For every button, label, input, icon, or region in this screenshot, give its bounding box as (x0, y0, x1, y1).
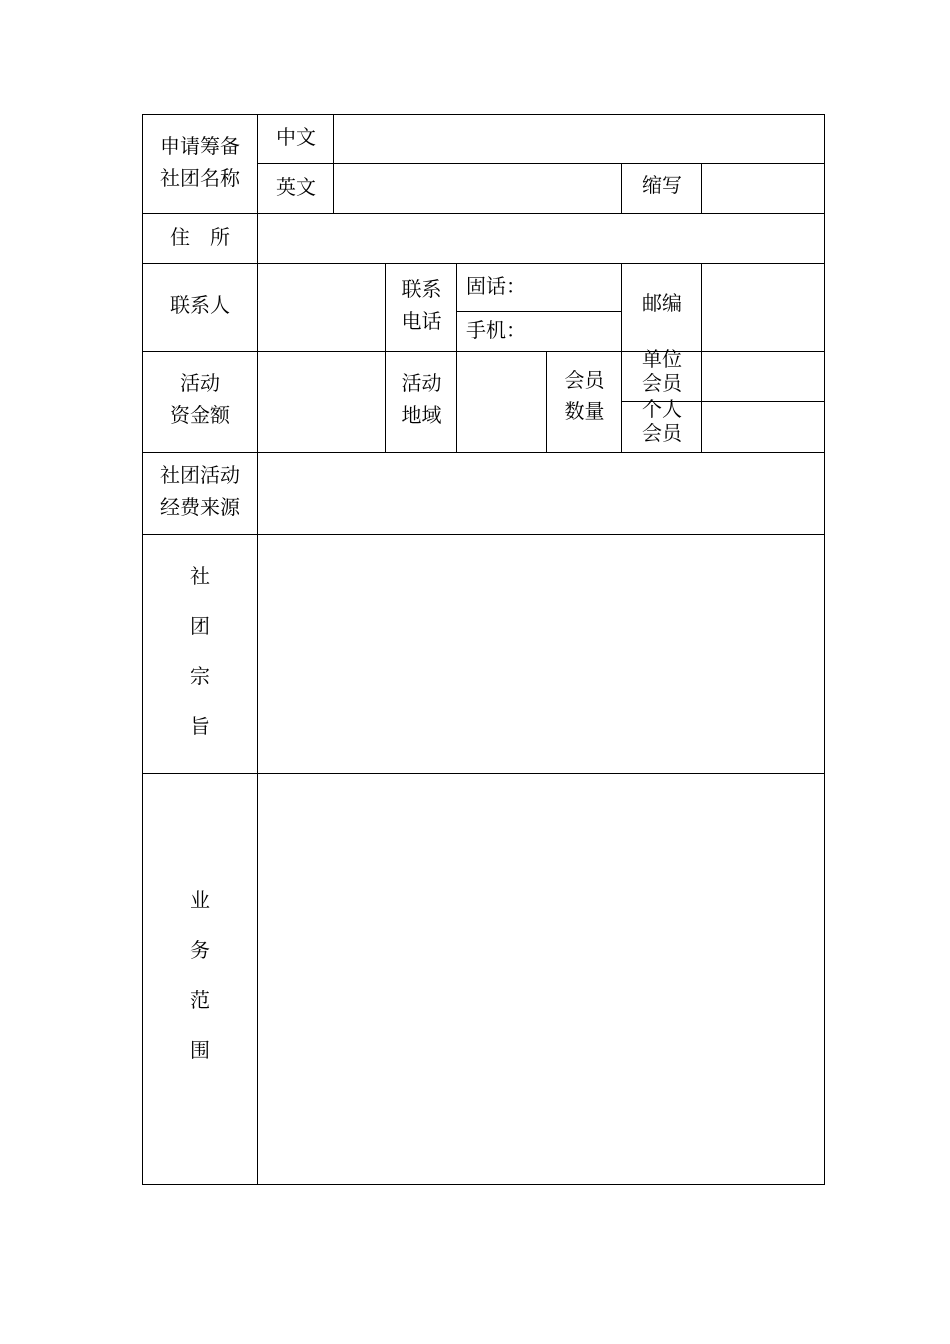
region-field[interactable] (457, 352, 546, 452)
chinese-name-field[interactable] (334, 115, 824, 163)
unit-member-label-line2: 会员 (642, 371, 682, 395)
scope-label-char-4: 围 (190, 1038, 210, 1062)
club-name-label-line2: 社团名称 (160, 166, 240, 190)
unit-member-field[interactable] (702, 352, 824, 401)
scope-label-char-3: 范 (190, 988, 210, 1012)
postcode-field[interactable] (702, 264, 824, 351)
address-label: 住 所 (170, 225, 230, 249)
mobile-field[interactable] (518, 312, 621, 351)
chinese-name-label: 中文 (276, 125, 316, 149)
individual-member-field[interactable] (702, 402, 824, 452)
abbreviation-field[interactable] (702, 164, 824, 213)
funding-source-label-line2: 经费来源 (160, 495, 240, 519)
address-field[interactable] (258, 214, 824, 263)
mobile-label: 手机： (466, 318, 526, 342)
individual-member-label-line2: 会员 (642, 421, 682, 445)
purpose-label-char-1: 社 (190, 564, 210, 588)
contact-person-label: 联系人 (170, 293, 230, 317)
funds-label-line2: 资金额 (170, 403, 230, 427)
landline-label: 固话： (466, 274, 526, 298)
club-name-label-line1: 申请筹备 (160, 134, 240, 158)
region-label-line2: 地域 (401, 403, 442, 427)
postcode-label: 邮编 (642, 291, 682, 315)
scope-label-char-2: 务 (190, 938, 210, 962)
scope-label-char-1: 业 (190, 888, 210, 912)
contact-phone-label-line1: 联系 (401, 277, 442, 301)
members-label-line1: 会员 (564, 368, 605, 392)
purpose-field[interactable] (258, 535, 824, 773)
funds-label-line1: 活动 (180, 371, 220, 395)
landline-field[interactable] (518, 264, 621, 311)
funding-source-label-line1: 社团活动 (160, 463, 240, 487)
purpose-label-char-4: 旨 (190, 714, 210, 738)
unit-member-label-line1: 单位 (642, 347, 682, 371)
purpose-label-char-3: 宗 (190, 664, 210, 688)
contact-person-field[interactable] (258, 264, 385, 351)
individual-member-label-line1: 个人 (642, 397, 682, 421)
funds-field[interactable] (258, 352, 385, 452)
abbreviation-label: 缩写 (642, 173, 682, 197)
members-label-line2: 数量 (564, 399, 605, 423)
english-name-label: 英文 (276, 175, 316, 199)
funding-source-field[interactable] (258, 453, 824, 534)
english-name-field[interactable] (334, 164, 621, 213)
contact-phone-label-line2: 电话 (401, 309, 442, 333)
region-label-line1: 活动 (401, 371, 442, 395)
purpose-label-char-2: 团 (190, 614, 210, 638)
business-scope-field[interactable] (258, 774, 824, 1184)
